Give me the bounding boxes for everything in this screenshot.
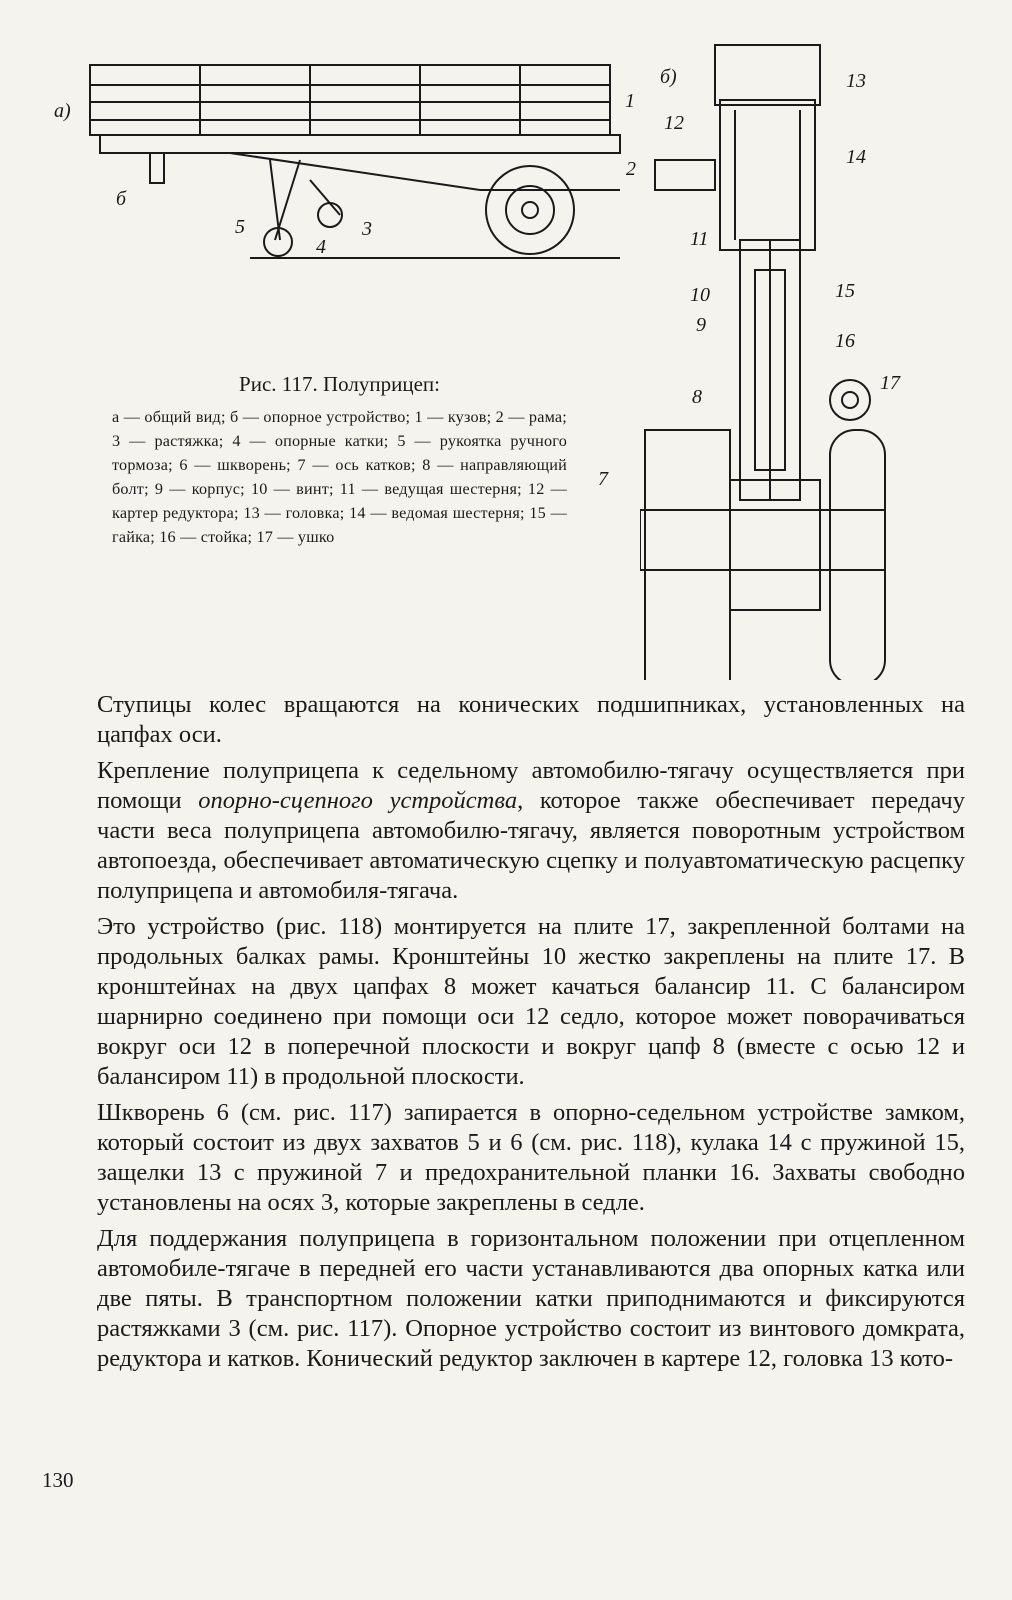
caption-body: а — общий вид; б — опорное устройство; 1 — кузов; 2 — рама; 3 — растяжка; 4 — опорные катки; 5 — рукоятка ручного тормоза; 6 — шкворень; 7 — ось катков; 8 — направляющий болт; 9 — корпус; 10 — винт; 11 — ведущая шестерня; 12 — картер редуктора; 13 — головка; 14 — ведомая шестерня; 15 — гайка; 16 — стойка; 17 — ушко [112, 408, 567, 546]
figure-a-drawing [60, 40, 640, 280]
panel-a-label: а) [54, 100, 71, 122]
callout-a-1: 1 [625, 90, 635, 112]
callout-a-5: 5 [235, 216, 245, 238]
paragraph-2: Крепление полуприцепа к седельному автомобилю-тягачу осуществляется при помощи опорно-сцепного устройства, которое также обеспечивает передачу части веса полуприцепа автомобилю-тягачу, является поворотным устройством автопоезда, обеспечивает автоматическую сцепку и полуавтоматическую расцепку полуприцепа и автомобиля-тягача. [97, 757, 965, 904]
callout-b-11: 11 [690, 228, 709, 250]
callout-b-16: 16 [835, 330, 855, 352]
callout-b-17: 17 [880, 372, 900, 394]
callout-a-3: 3 [362, 218, 372, 240]
callout-b-14: 14 [846, 146, 866, 168]
callout-a-4: 4 [316, 236, 326, 258]
panel-b-label: б) [660, 66, 677, 88]
emphasis-term: опорно-сцепного устройства [198, 787, 518, 814]
figure-caption [112, 372, 567, 549]
callout-b-13: 13 [846, 70, 866, 92]
callout-b-10: 10 [690, 284, 710, 306]
page-number: 130 [42, 1468, 74, 1492]
callout-b-12: 12 [664, 112, 684, 134]
figure-b-drawing [640, 40, 890, 680]
caption-title: Рис. 117. Полуприцеп: [239, 372, 440, 396]
callout-b-7: 7 [598, 468, 608, 490]
callout-a-2: 2 [626, 158, 636, 180]
paragraph-1: Ступицы колес вращаются на конических подшипниках, установленных на цапфах оси. [97, 691, 965, 748]
paragraph-3: Это устройство (рис. 118) монтируется на плите 17, закрепленной болтами на продольных балках рамы. Кронштейны 10 жестко закреплены на плите 17. В кронштейнах на двух цапфах 8 может качаться балансир 11. С балансиром шарнирно соединено при помощи оси 12 седло, которое может поворачиваться вокруг оси 12 в поперечной плоскости и вокруг цапф 8 (вместе с осью 12 и балансиром 11) в продольной плоскости. [97, 913, 965, 1090]
callout-b-15: 15 [835, 280, 855, 302]
callout-b-9: 9 [696, 314, 706, 336]
callout-b-8: 8 [692, 386, 702, 408]
body-text [97, 690, 965, 1380]
paragraph-5: Для поддержания полуприцепа в горизонтальном положении при отцепленном автомобиле-тягаче в передней его части устанавливаются два опорных катка или две пяты. В транспортном положении катки приподнимаются и фиксируются растяжками 3 (см. рис. 117). Опорное устройство состоит из винтового домкрата, редуктора и катков. Конический редуктор заключен в картере 12, головка 13 кото- [97, 1225, 965, 1372]
paragraph-4: Шкворень 6 (см. рис. 117) запирается в опорно-седельном устройстве замком, который состоит из двух захватов 5 и 6 (см. рис. 118), кулака 14 с пружиной 15, защелки 13 с пружиной 7 и предохранительной планки 16. Захваты свободно установлены на осях 3, которые закреплены в седле. [97, 1099, 965, 1216]
callout-a-6: б [116, 188, 127, 210]
